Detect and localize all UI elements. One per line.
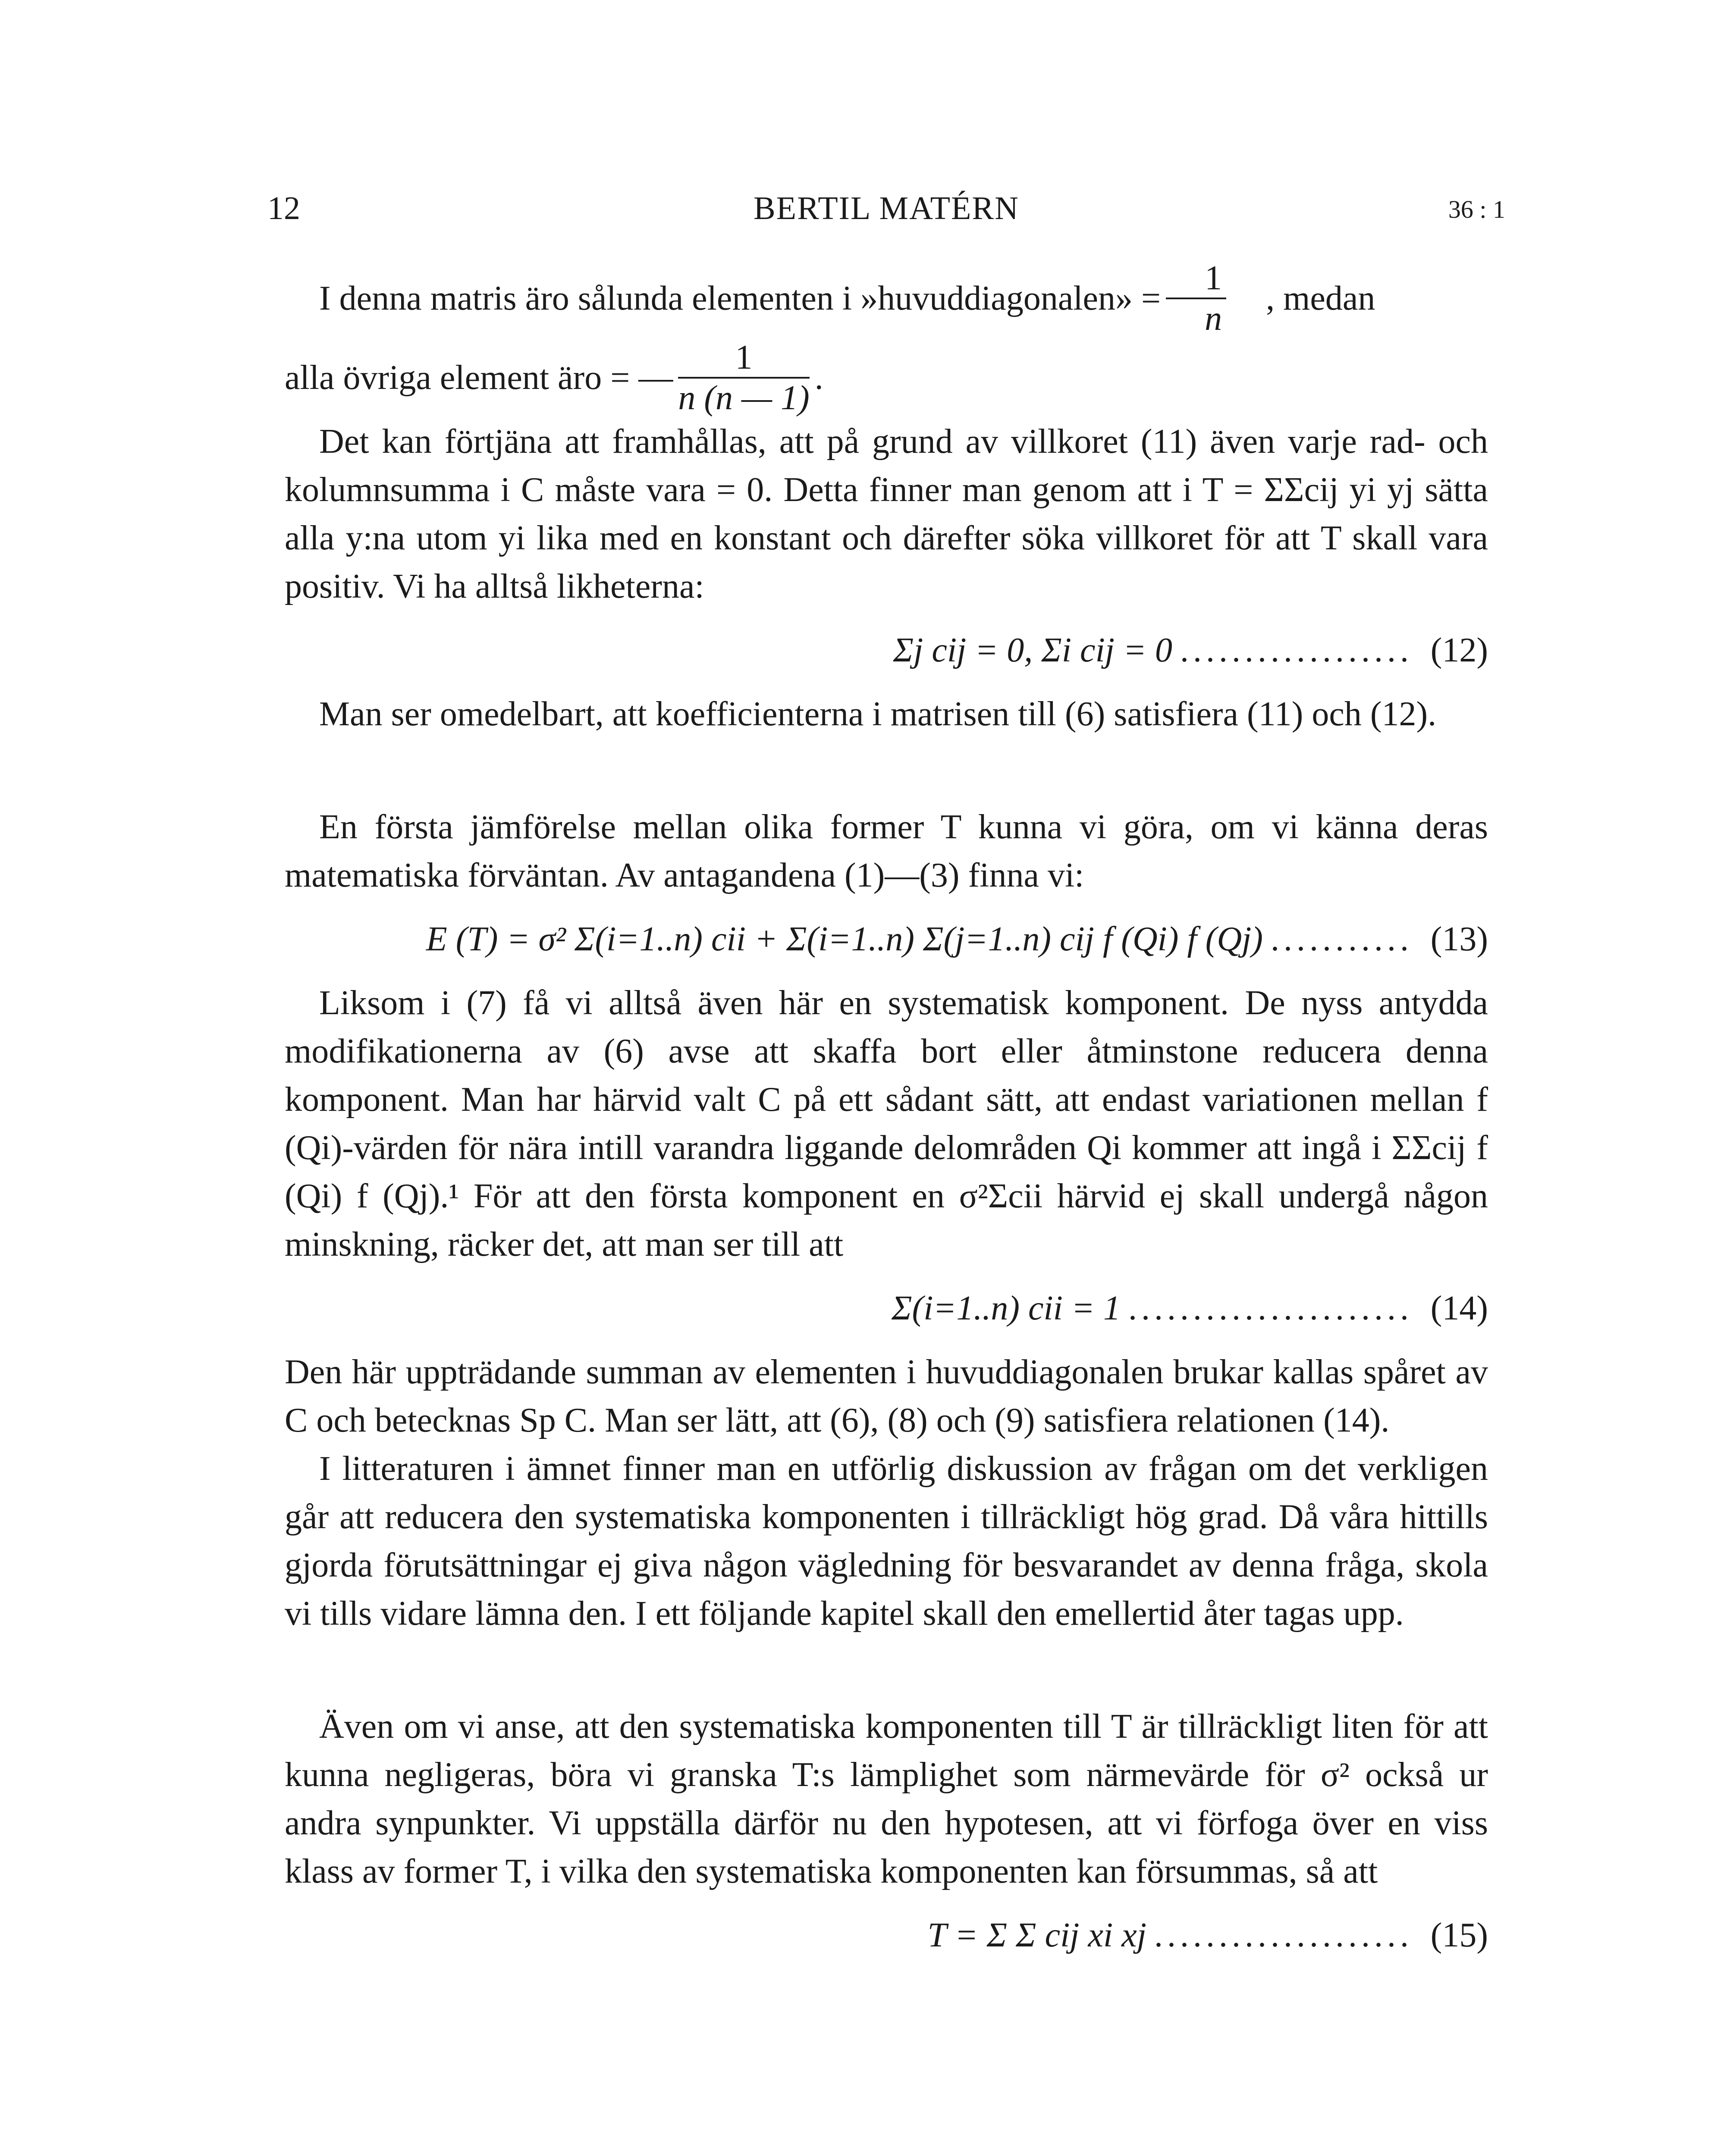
fraction-offdiagonal <box>678 338 809 417</box>
paragraph-offdiagonal <box>285 338 1488 417</box>
paragraph-systematic-component: Liksom i (7) få vi alltså även här en systematisk komponent. De nyss antydda modifikationerna av (6) avse att skaffa bort eller åtminstone reducera denna komponent. Man har härvid valt C på ett sådant sätt, att endast variationen mellan f (Qi)-värden för nära intill varandra liggande delområden Qi kommer att ingå i ΣΣcij f (Qi) f (Qj).¹ För att den första komponent en σ²Σcii härvid ej skall undergå någon minskning, räcker det, att man ser till att <box>285 984 1488 1263</box>
running-title: BERTIL MATÉRN <box>753 190 1020 226</box>
equation-13 <box>285 915 1488 963</box>
equation-leader-dots: .................... <box>1154 1916 1413 1954</box>
equation-14 <box>285 1284 1488 1332</box>
equation-expression: Σj cij = 0, Σi cij = 0 <box>893 631 1172 669</box>
equation-expression: E (T) = σ² Σ(i=1..n) cii + Σ(i=1..n) Σ(j=1..n) cij f (Qi) f (Qj) <box>426 920 1263 958</box>
equation-leader-dots: ........... <box>1271 920 1413 958</box>
paragraph-literature: I litteraturen i ämnet finner man en utförlig diskussion av frågan om det verkligen går att reducera den systematiska komponenten i tillräckligt hög grad. Då våra hittills gjorda förutsättningar ej giva någon vägledning för besvarandet av denna fråga, skola vi tills vidare lämna den. I ett följande kapitel skall den emellertid åter tagas upp. <box>285 1450 1488 1633</box>
equation-number: (15) <box>1430 1916 1488 1954</box>
equation-15 <box>285 1911 1488 1959</box>
paragraph-row-column-sums: Det kan förtjäna att framhållas, att på grund av villkoret (11) även varje rad- och kolumnsumma i C måste vara = 0. Detta finner man genom att i T = ΣΣcij yi yj sätta alla y:na utom yi lika med en konstant och därefter söka villkoret för att T skall vara positiv. Vi ha alltså likheterna: <box>285 423 1488 605</box>
equation-number: (12) <box>1430 631 1488 669</box>
paragraph-trace: Den här uppträdande summan av elementen i huvuddiagonalen brukar kallas spåret av C och betecknas Sp C. Man ser lätt, att (6), (8) och (9) satisfiera relationen (14). <box>285 1353 1488 1439</box>
article-body <box>285 259 1488 1975</box>
text-segment: , medan <box>1266 279 1375 317</box>
issue-reference: 36 : 1 <box>1448 195 1505 223</box>
fraction-one-over-n <box>1166 259 1226 338</box>
equation-number: (14) <box>1430 1289 1488 1327</box>
equation-leader-dots: .................. <box>1180 631 1413 669</box>
text-segment: . <box>814 359 823 397</box>
page-header <box>267 190 1505 237</box>
equation-expression: Σ(i=1..n) cii = 1 <box>892 1289 1121 1327</box>
equation-12 <box>285 626 1488 674</box>
fraction-numerator: 1 <box>1166 259 1226 299</box>
equation-number: (13) <box>1430 920 1488 958</box>
equation-leader-dots: ...................... <box>1128 1289 1413 1327</box>
fraction-denominator: n <box>1205 300 1222 338</box>
fraction-denominator: n (n — 1) <box>678 379 810 417</box>
paragraph-expectation: En första jämförelse mellan olika former T kunna vi göra, om vi känna deras matematiska förväntan. Av antagandena (1)—(3) finna vi: <box>285 808 1488 894</box>
equation-expression: T = Σ Σ cij xi xj <box>927 1916 1146 1954</box>
section-gap <box>285 738 1488 803</box>
section-gap <box>285 1638 1488 1702</box>
fraction-numerator: 1 <box>678 338 809 379</box>
text-segment: I denna matris äro sålunda elementen i »huvuddiagonalen» = <box>319 279 1161 317</box>
page-number: 12 <box>267 190 300 226</box>
paragraph-coefficients: Man ser omedelbart, att koefficienterna i matrisen till (6) satisfiera (11) och (12). <box>319 695 1437 733</box>
paragraph-hypothesis: Även om vi anse, att den systematiska komponenten till T är tillräckligt liten för att kunna negligeras, böra vi granska T:s lämplighet som närmevärde för σ² också ur andra synpunkter. Vi uppställa därför nu den hypotesen, att vi förfoga över en viss klass av former T, i vilka den systematiska komponenten kan försummas, så att <box>285 1708 1488 1890</box>
text-segment: alla övriga element äro = — <box>285 359 673 397</box>
paragraph-diagonal <box>285 259 1488 338</box>
